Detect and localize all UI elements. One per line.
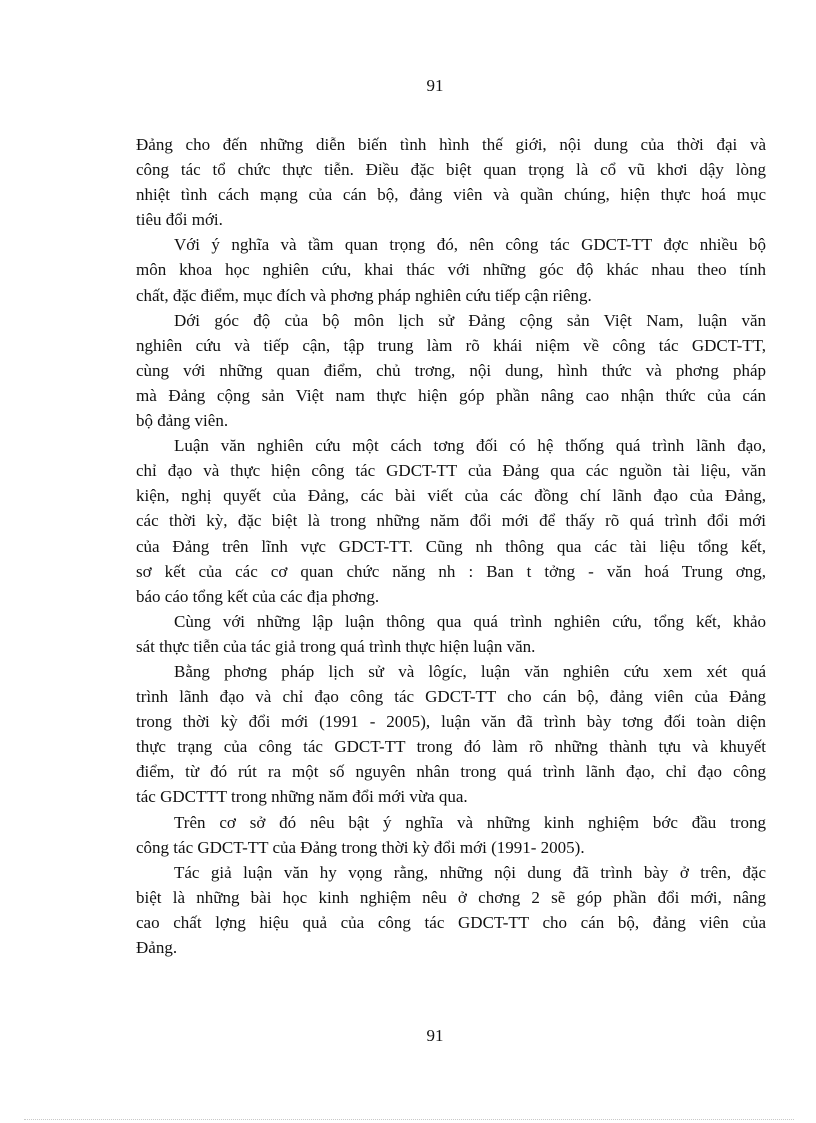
text-line: mà Đảng cộng sản Việt nam thực hiện góp phần nâng cao nhận thức của cán: [136, 385, 766, 405]
paragraph: [136, 609, 766, 659]
text-line: công tác GDCT-TT của Đảng trong thời kỳ đổi mới (1991- 2005).: [136, 837, 585, 857]
text-line: trong thời kỳ đổi mới (1991 - 2005), luận văn đã trình bày tơng đối toàn diện: [136, 712, 766, 732]
paragraph: [136, 860, 766, 960]
text-line: Luận văn nghiên cứu một cách tơng đối có hệ thống quá trình lãnh đạo,: [174, 436, 766, 456]
text-line: thực trạng của công tác GDCT-TT trong đó làm rõ những thành tựu và khuyết: [136, 737, 766, 757]
paragraph: [136, 433, 766, 609]
text-line: chỉ đạo và thực hiện công tác GDCT-TT của Đảng qua các nguồn tài liệu, văn: [136, 461, 766, 481]
paragraph: [136, 232, 766, 307]
text-line: các thời kỳ, đặc biệt là trong những năm đổi mới để thấy rõ quá trình đổi mới: [136, 511, 766, 531]
text-line: biệt là những bài học kinh nghiệm nêu ở chơng 2 sẽ góp phần đổi mới, nâng: [136, 887, 766, 907]
text-line: công tác tổ chức thực tiễn. Điều đặc biệt quan trọng là cổ vũ khơi dậy lòng: [136, 160, 766, 180]
text-line: Trên cơ sở đó nêu bật ý nghĩa và những kinh nghiệm bớc đầu trong: [174, 812, 766, 832]
page-number-bottom: 91: [426, 1026, 444, 1045]
text-line: Cùng với những lập luận thông qua quá trình nghiên cứu, tổng kết, khảo: [174, 611, 766, 631]
text-line: nhiệt tình cách mạng của cán bộ, đảng viên và quần chúng, hiện thực hoá mục: [136, 185, 766, 205]
document-body: [136, 132, 766, 960]
paragraph: [136, 308, 766, 433]
text-line: cùng với những quan điểm, chủ trơng, nội dung, hình thức và phơng pháp: [136, 360, 766, 380]
text-line: Đảng cho đến những diễn biến tình hình thế giới, nội dung của thời đại và: [136, 135, 766, 154]
text-line: tác GDCTTT trong những năm đổi mới vừa qua.: [136, 787, 468, 807]
text-line: Dới góc độ của bộ môn lịch sử Đảng cộng sản Việt Nam, luận văn: [174, 310, 766, 330]
text-line: Với ý nghĩa và tầm quan trọng đó, nên công tác GDCT-TT đợc nhiều bộ: [174, 235, 766, 255]
text-line: chất, đặc điểm, mục đích và phơng pháp nghiên cứu tiếp cận riêng.: [136, 285, 592, 305]
text-line: sơ kết của các cơ quan chức năng nh : Ban t tởng - văn hoá Trung ơng,: [136, 561, 766, 581]
text-line: môn khoa học nghiên cứu, khai thác với những góc độ khác nhau theo tính: [136, 260, 766, 280]
text-line: báo cáo tổng kết của các địa phơng.: [136, 586, 380, 606]
text-line: điểm, từ đó rút ra một số nguyên nhân trong quá trình lãnh đạo, chỉ đạo công: [136, 762, 766, 782]
text-line: sát thực tiễn của tác giả trong quá trình thực hiện luận văn.: [136, 636, 536, 656]
paragraph: [136, 810, 766, 860]
text-line: tiêu đổi mới.: [136, 210, 223, 230]
paragraph: [136, 132, 766, 232]
text-line: kiện, nghị quyết của Đảng, các bài viết của các đồng chí lãnh đạo của Đảng,: [136, 486, 766, 506]
text-line: cao chất lợng hiệu quả của công tác GDCT-TT cho cán bộ, đảng viên của: [136, 912, 766, 932]
text-line: Bằng phơng pháp lịch sử và lôgíc, luận văn nghiên cứu xem xét quá: [174, 661, 766, 681]
text-line: trình lãnh đạo và chỉ đạo công tác GDCT-TT cho cán bộ, đảng viên của Đảng: [136, 687, 766, 707]
text-line: Đảng.: [136, 938, 178, 957]
text-line: nghiên cứu và tiếp cận, tập trung làm rõ khái niệm về công tác GDCT-TT,: [136, 335, 766, 355]
text-line: của Đảng trên lĩnh vực GDCT-TT. Cũng nh thông qua các tài liệu tổng kết,: [136, 536, 766, 556]
page-bottom-divider: [24, 1119, 794, 1120]
page-number-top: 91: [426, 76, 444, 95]
text-line: Tác giả luận văn hy vọng rằng, những nội dung đã trình bày ở trên, đặc: [174, 862, 766, 882]
paragraph: [136, 659, 766, 810]
text-line: bộ đảng viên.: [136, 411, 229, 431]
